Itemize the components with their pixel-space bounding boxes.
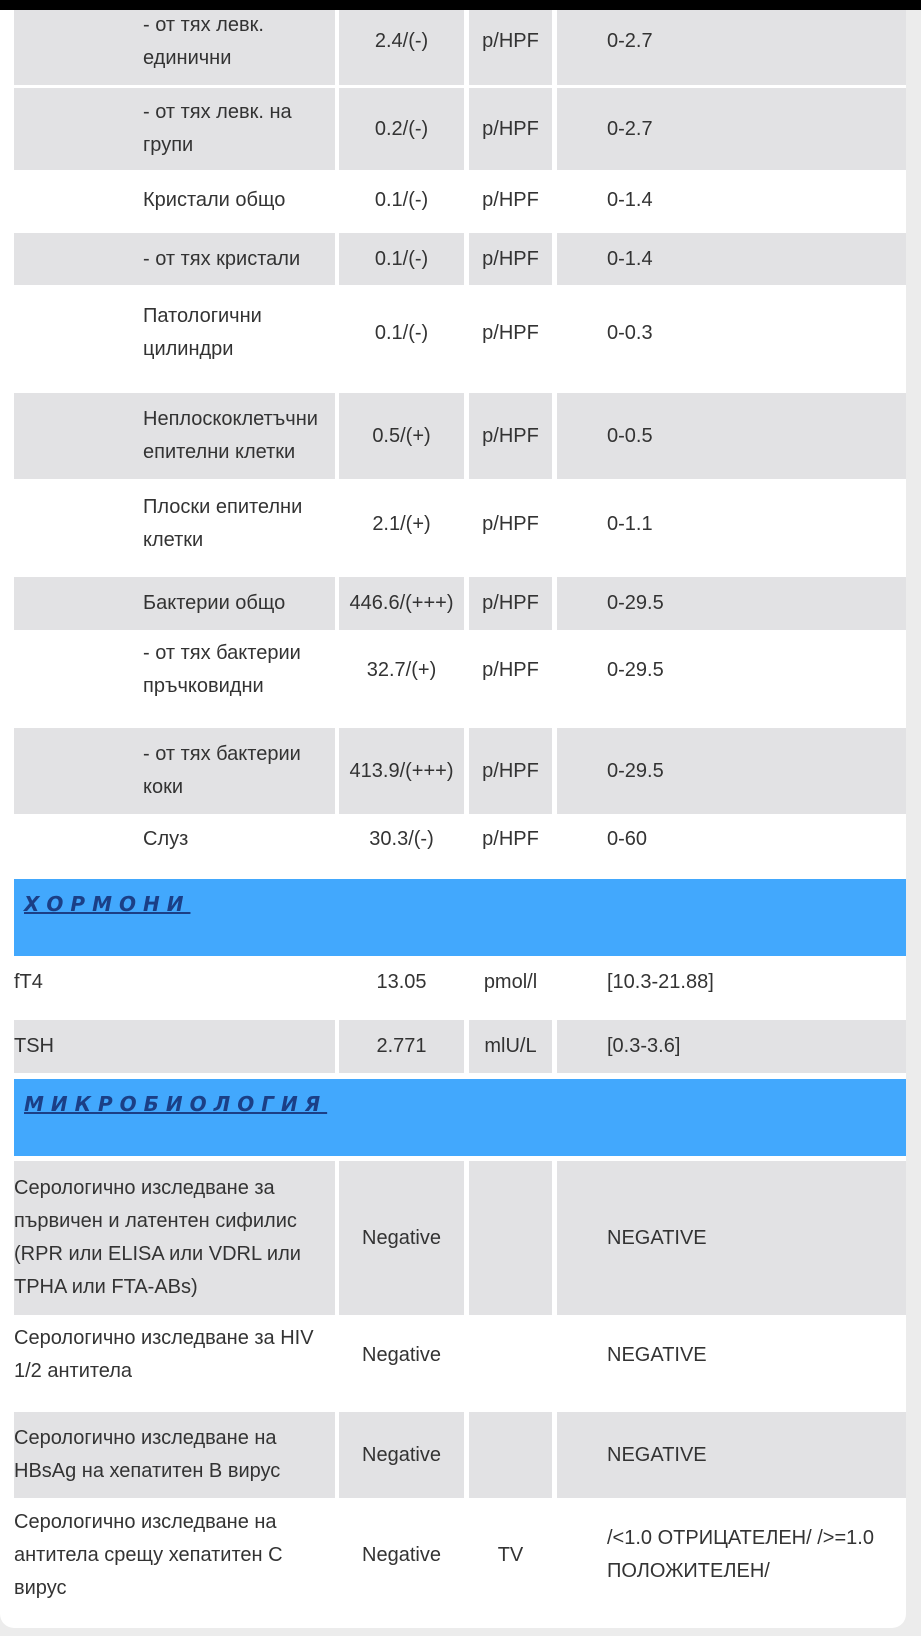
test-unit: p/HPF bbox=[482, 321, 539, 344]
test-value: 0.5/(+) bbox=[339, 393, 464, 479]
test-unit: TV bbox=[497, 1543, 524, 1566]
test-value: Negative bbox=[339, 1412, 464, 1498]
test-name: Неплоскоклетъчни епителни клетки bbox=[143, 408, 318, 463]
test-value: Negative bbox=[362, 1343, 441, 1366]
test-name: - от тях бактерии коки bbox=[143, 743, 301, 798]
test-unit: pmol/l bbox=[483, 970, 538, 993]
test-name: - от тях кристали bbox=[143, 247, 301, 270]
test-reference: NEGATIVE bbox=[557, 1161, 906, 1315]
test-unit: p/HPF bbox=[469, 0, 552, 85]
table-row bbox=[14, 174, 906, 226]
table-row bbox=[14, 292, 906, 374]
test-reference: 0-29.5 bbox=[557, 728, 906, 814]
test-reference: NEGATIVE bbox=[557, 1412, 906, 1498]
test-unit: p/HPF bbox=[482, 512, 539, 535]
test-reference: /<1.0 ОТРИЦАТЕЛЕН/ />=1.0 ПОЛОЖИТЕЛЕН/ bbox=[607, 1527, 874, 1582]
test-name: Серологично изследване за HIV 1/2 антитела bbox=[14, 1327, 314, 1382]
test-value: 30.3/(-) bbox=[369, 827, 434, 850]
test-unit bbox=[469, 1315, 552, 1395]
table-row bbox=[14, 1315, 906, 1395]
test-unit: p/HPF bbox=[469, 728, 552, 814]
test-value: 0.1/(-) bbox=[374, 321, 429, 344]
test-reference: 0-2.7 bbox=[557, 88, 906, 170]
test-reference: [0.3-3.6] bbox=[557, 1020, 906, 1073]
test-unit: mlU/L bbox=[469, 1020, 552, 1073]
table-row bbox=[14, 233, 906, 285]
test-unit: p/HPF bbox=[469, 577, 552, 630]
test-value: 2.4/(-) bbox=[339, 0, 464, 85]
test-reference: 0-1.4 bbox=[557, 233, 906, 285]
section-title[interactable]: ХОРМОНИ bbox=[24, 892, 191, 916]
table-row bbox=[14, 1161, 906, 1315]
test-reference: 0-29.5 bbox=[557, 577, 906, 630]
test-name: Патологични цилиндри bbox=[143, 305, 262, 360]
test-name: - от тях бактерии пръчковидни bbox=[143, 642, 301, 697]
test-name: TSH bbox=[14, 1035, 54, 1057]
test-reference: 0-29.5 bbox=[607, 658, 664, 681]
status-bar bbox=[0, 0, 921, 10]
test-reference: 0-0.3 bbox=[607, 321, 653, 344]
test-name: Кристали общо bbox=[143, 188, 286, 211]
test-unit: p/HPF bbox=[469, 233, 552, 285]
test-name: Слуз bbox=[143, 827, 189, 850]
test-reference: 0-1.4 bbox=[607, 188, 653, 211]
test-reference: [10.3-21.88] bbox=[607, 970, 714, 993]
table-row bbox=[14, 814, 906, 864]
test-reference: 0-0.5 bbox=[557, 393, 906, 479]
test-value: Negative bbox=[362, 1543, 441, 1566]
test-unit: p/HPF bbox=[469, 393, 552, 479]
test-value: 2.771 bbox=[339, 1020, 464, 1073]
test-reference: 0-60 bbox=[607, 827, 648, 850]
test-reference: 0-2.7 bbox=[557, 0, 906, 85]
test-value: 0.2/(-) bbox=[339, 88, 464, 170]
table-row bbox=[14, 393, 906, 479]
test-value: 13.05 bbox=[376, 970, 427, 993]
test-name: Серологично изследване на HBsAg на хепатитен В вирус bbox=[14, 1427, 281, 1482]
test-unit: p/HPF bbox=[482, 188, 539, 211]
table-row bbox=[14, 1020, 906, 1073]
test-name: - от тях левк. единични bbox=[143, 13, 264, 69]
table-row bbox=[14, 956, 906, 1008]
table-row bbox=[14, 0, 906, 85]
test-name: - от тях левк. на групи bbox=[143, 101, 292, 156]
test-value: 0.1/(-) bbox=[374, 188, 429, 211]
table-row bbox=[14, 481, 906, 567]
test-name: fT4 bbox=[14, 970, 43, 993]
test-value: 0.1/(-) bbox=[339, 233, 464, 285]
test-value: Negative bbox=[339, 1161, 464, 1315]
test-reference: NEGATIVE bbox=[607, 1343, 707, 1366]
test-value: 413.9/(+++) bbox=[339, 728, 464, 814]
test-unit: p/HPF bbox=[482, 658, 539, 681]
test-value: 32.7/(+) bbox=[366, 658, 437, 681]
test-name: Серологично изследване на антитела срещу хепатитен С вирус bbox=[14, 1510, 283, 1599]
test-reference: 0-1.1 bbox=[607, 512, 653, 535]
test-name: Бактерии общо bbox=[143, 592, 286, 614]
test-value: 446.6/(+++) bbox=[339, 577, 464, 630]
table-row bbox=[14, 630, 906, 710]
table-row bbox=[14, 88, 906, 170]
test-unit: p/HPF bbox=[482, 827, 539, 850]
test-unit bbox=[469, 1161, 552, 1315]
test-value: 2.1/(+) bbox=[372, 512, 431, 535]
test-unit bbox=[469, 1412, 552, 1498]
test-name: Серологично изследване за първичен и латентен сифилис (RPR или ELISA или VDRL или TPHA или FTA-ABs) bbox=[14, 1177, 301, 1298]
section-header-microbiology bbox=[14, 1079, 906, 1156]
table-row bbox=[14, 1412, 906, 1498]
test-unit: p/HPF bbox=[469, 88, 552, 170]
table-row bbox=[14, 1503, 906, 1607]
section-title[interactable]: МИКРОБИОЛОГИЯ bbox=[24, 1092, 328, 1116]
table-row bbox=[14, 577, 906, 630]
test-name: Плоски епителни клетки bbox=[143, 496, 303, 551]
section-header-hormones bbox=[14, 879, 906, 956]
table-row bbox=[14, 728, 906, 814]
